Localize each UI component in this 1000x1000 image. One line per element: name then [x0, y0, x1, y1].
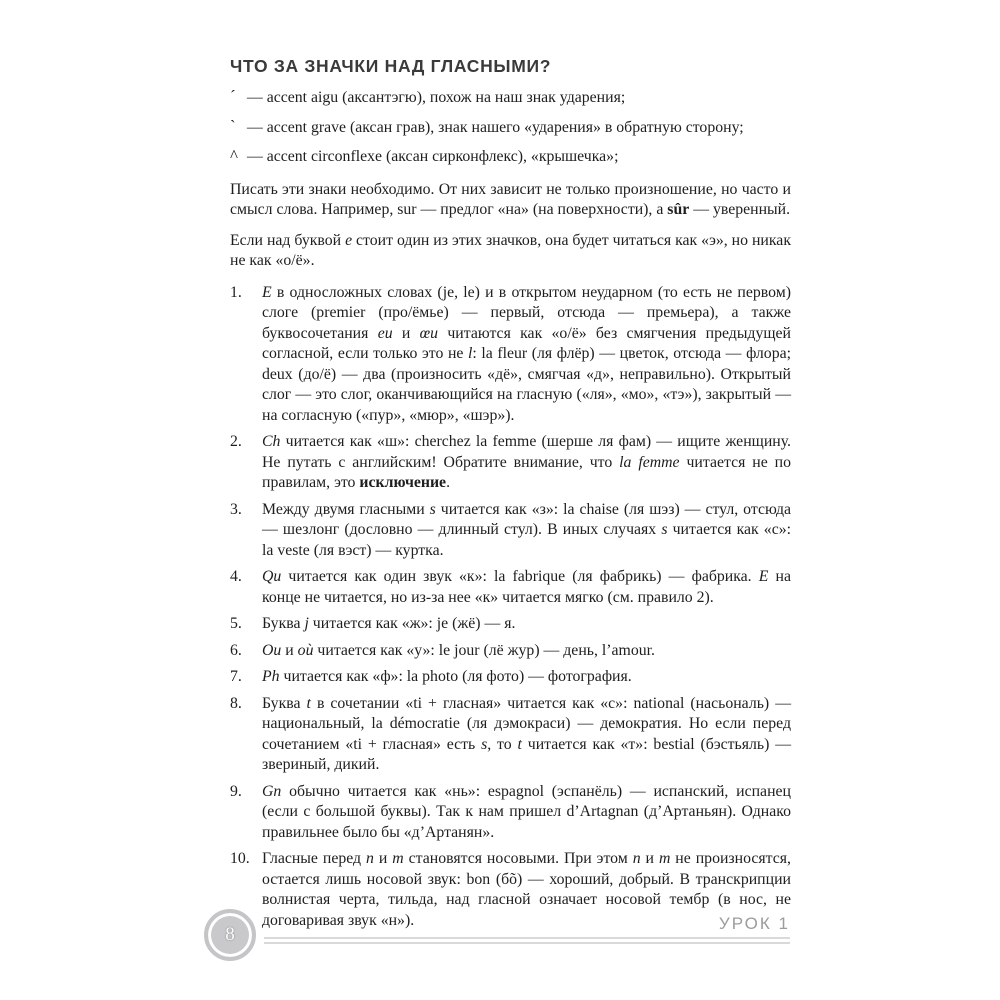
italic-text-run: eu: [377, 324, 393, 342]
rule-item: [230, 432, 791, 494]
text-run: Буква: [262, 615, 305, 632]
rule-text: [262, 783, 791, 841]
rule-number: 4.: [230, 568, 242, 585]
rule-number: 3.: [230, 500, 242, 518]
text-run: читается как один звук «к»: la fabrique (ля фабрикь) — фабрика.: [281, 568, 759, 585]
text-run: : la fleur (ля флёр) — цветок, отсюда — флора; deux (до/ё) — два (произносить «дё», смягчая «д», неправильно). Открытый слог — это слог, оканчивающийся на гласную («ля», «мо», «тэ»), закрытый — на согласную («пур», «мюр», «шэр»).: [262, 345, 791, 424]
italic-text-run: l: [468, 345, 473, 362]
rule-text: [262, 642, 655, 659]
page-number-badge: [204, 909, 256, 961]
accent-mark-description: — accent grave (аксан грав), знак нашего «ударения» в обратную сторону;: [243, 118, 744, 136]
accent-mark-line: [230, 87, 791, 109]
text-run: становятся носовыми. При этом: [403, 850, 633, 867]
italic-text-run: E: [758, 568, 769, 585]
accent-mark-symbol: `: [230, 116, 236, 136]
text-run: не произносятся, остается лишь носовой звук: bon (бõ) — хороший, добрый. В транскрипции волнистая черта, тильда, над гласной означает носовой тембр (в нос, не договаривая звук «н»).: [262, 850, 792, 929]
footer-rule: [264, 937, 790, 944]
rule-text: [262, 615, 515, 632]
rule-item: [230, 567, 791, 608]
page-content: [230, 56, 791, 937]
text-run: Гласные перед: [262, 850, 367, 867]
italic-text-run: Ph: [262, 668, 280, 685]
italic-text-run: n: [632, 850, 641, 867]
rule-number: 2.: [230, 433, 242, 450]
italic-text-run: t: [517, 735, 522, 753]
text-run: Между двумя гласными: [262, 500, 430, 518]
bold-text-run: sûr: [667, 201, 690, 218]
text-run: и: [373, 850, 393, 867]
text-run: читается как «т»: bestial (бэстьяль) — звериный, дикий.: [262, 735, 791, 773]
rule-item: [230, 500, 791, 562]
accent-mark-description: — accent aigu (аксантэгю), похож на наш знак ударения;: [243, 89, 626, 106]
text-run: читается как «у»: le jour (лё жур) — день, l’amour.: [313, 641, 655, 659]
accent-mark-symbol: ´: [230, 87, 236, 106]
rule-item: [230, 614, 791, 635]
paragraph: [230, 231, 791, 272]
text-run: читается как «ш»: cherchez la femme (шерше ля фам) — ищите женщину. Не путать с английским! Обратите внимание, что: [262, 433, 791, 471]
text-run: и: [392, 324, 420, 342]
accent-mark-line: [230, 117, 791, 139]
italic-text-run: m: [392, 850, 404, 867]
text-run: читается как «ж»: je (жё) — я.: [308, 615, 516, 632]
text-run: в односложных словах (je, le) и в открытом неударном (то есть не первом) слоге (premier (про/ёмье) — первый, отсюда — премьера), а также буквосочетания: [262, 283, 791, 342]
rule-text: [262, 850, 791, 929]
text-run: стоит один из этих значков, она будет читаться как «э», но никак не как «о/ё».: [230, 231, 791, 269]
italic-text-run: s: [661, 521, 668, 538]
paragraph: [230, 180, 791, 221]
text-run: читаются как «о/ё» без смягчения предыдущей согласной, если только это не: [262, 324, 792, 362]
text-run: читается как «с»: la veste (ля вэст) — куртка.: [262, 521, 792, 559]
text-run: Если над буквой: [230, 231, 346, 249]
text-run: Писать эти знаки необходимо. От них зависит не только произношение, но часто и смысл слова. Например, sur — предлог «на» (на поверхности), а: [230, 180, 791, 218]
italic-text-run: Gn: [262, 782, 282, 800]
italic-text-run: E: [262, 283, 272, 301]
rule-text: [262, 501, 791, 559]
text-run: Буква: [262, 694, 307, 712]
text-run: — уверенный.: [689, 201, 791, 218]
rules-list: [230, 283, 791, 932]
rule-number: 7.: [230, 668, 242, 685]
italic-text-run: s: [429, 500, 436, 518]
rule-text: [262, 668, 632, 685]
text-run: читается не по правилам, это: [262, 453, 791, 491]
accent-mark-symbol: ^: [230, 146, 238, 165]
text-run: и: [281, 641, 298, 659]
italic-text-run: j: [304, 615, 309, 632]
rule-text: [262, 695, 791, 774]
italic-text-run: n: [366, 850, 374, 867]
rule-item: [230, 641, 791, 662]
rule-text: [262, 433, 791, 491]
rule-text: [262, 568, 791, 606]
rule-item: [230, 667, 791, 688]
text-run: обычно читается как «нь»: espagnol (эспанёль) — испанский, испанец (если с большой буквы). Так к нам пришел d’Artagnan (д’Артаньян). Однако правильнее было бы «д’Артанян».: [262, 782, 791, 841]
accent-mark-description: — accent circonflexe (аксан сирконфлекс), «крышечка»;: [243, 148, 619, 165]
italic-text-run: e: [345, 231, 353, 249]
lesson-label: УРОК 1: [718, 914, 790, 933]
intro-paragraphs: [230, 180, 791, 272]
accent-mark-line: [230, 146, 791, 168]
italic-text-run: t: [306, 694, 311, 712]
text-run: и: [640, 850, 659, 867]
italic-text-run: m: [658, 850, 671, 867]
rule-item: [230, 283, 791, 427]
italic-text-run: Ou: [262, 641, 282, 659]
italic-text-run: Qu: [262, 568, 282, 585]
page-title: ЧТО ЗА ЗНАЧКИ НАД ГЛАСНЫМИ?: [230, 56, 552, 76]
rule-number: 1.: [230, 283, 242, 301]
rule-number: 8.: [230, 694, 242, 712]
text-run: .: [446, 474, 451, 491]
text-run: , то: [487, 735, 518, 753]
italic-text-run: où: [297, 641, 314, 659]
text-run: на конце не читается, но из-за нее «к» читается мягко (см. правило 2).: [262, 568, 791, 606]
rule-number: 6.: [230, 641, 242, 659]
rule-item: [230, 694, 791, 776]
text-run: читается как «з»: la chaise (ля шэз) — стул, отсюда — шезлонг (дословно — длинный стул). В иных случаях: [262, 500, 792, 538]
rule-number: 9.: [230, 782, 242, 800]
page-number: 8: [225, 924, 235, 945]
rule-number: 5.: [230, 615, 242, 632]
italic-text-run: Ch: [262, 433, 281, 450]
italic-text-run: la femme: [619, 453, 680, 471]
italic-text-run: œu: [419, 324, 439, 342]
rule-item: [230, 849, 791, 931]
rule-number: 10.: [230, 850, 250, 867]
accent-marks-list: [230, 87, 791, 168]
bold-text-run: исключение: [359, 474, 447, 491]
rule-text: [262, 284, 791, 424]
rule-item: [230, 782, 791, 844]
text-run: в сочетании «ti + гласная» читается как «с»: national (насьональ) — национальный, la démocratie (ля дэмокраси) — демократия. Но если перед сочетанием «ti + гласная» есть: [262, 694, 791, 753]
text-run: читается как «ф»: la photo (ля фото) — фотография.: [279, 668, 632, 685]
italic-text-run: s: [481, 735, 488, 753]
